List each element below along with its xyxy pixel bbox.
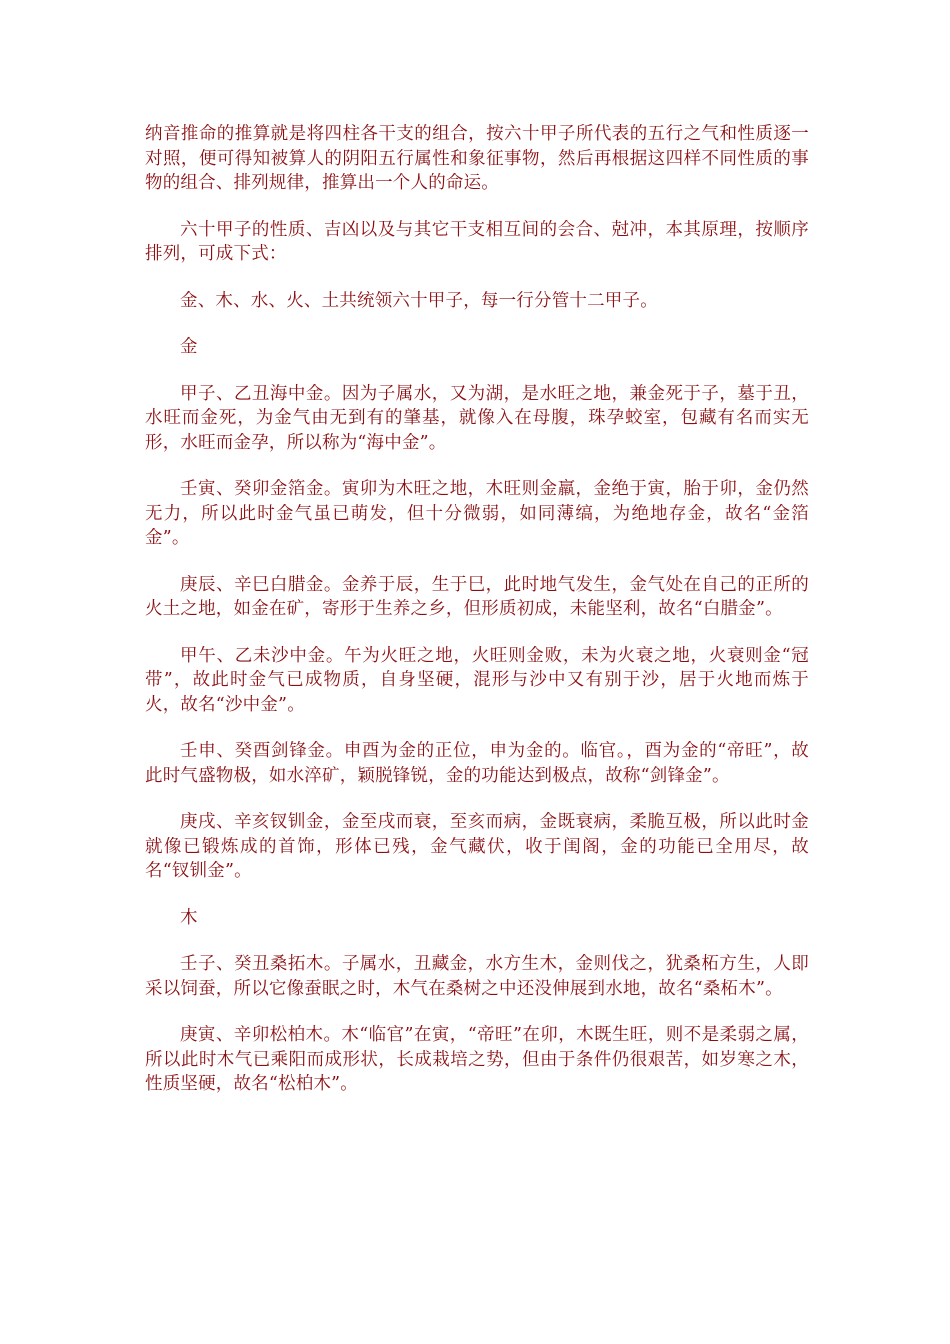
paragraph-bailajin: 庚辰、辛巳白腊金。金养于辰，生于巳，此时地气发生，金气处在自己的正所的火土之地，如金在矿，寄形于生养之乡，但形质初成，未能坚利，故名“白腊金”。: [145, 574, 809, 619]
paragraph-jinbojin: 壬寅、癸卯金箔金。寅卯为木旺之地，木旺则金羸，金绝于寅，胎于卯，金仍然无力，所以此时金气虽已萌发，但十分微弱，如同薄缟，为绝地存金，故名“金箔金”。: [145, 479, 809, 548]
document-page: [145, 122, 809, 1119]
paragraph-sangzhemu: 壬子、癸丑桑拓木。子属水，丑藏金，水方生木，金则伐之，犹桑柘方生，人即采以饲蚕，所以它像蚕眠之时，木气在桑树之中还没伸展到水地，故名“桑柘木”。: [145, 954, 809, 999]
paragraph-shazhongjin: 甲午、乙未沙中金。午为火旺之地，火旺则金败，未为火衰之地，火衰则金“冠带”，故此时金气已成物质，自身坚硬，混形与沙中又有别于沙，居于火地而炼于火，故名“沙中金”。: [145, 645, 809, 715]
paragraph-chaichuanjin: 庚戌、辛亥钗钏金，金至戌而衰，至亥而病，金既衰病，柔脆互极，所以此时金就像已锻炼成的首饰，形体已残，金气藏伏，收于闺阁，金的功能已全用尽，故名“钗钏金”。: [145, 812, 809, 881]
paragraph-haizhongjin: 甲子、乙丑海中金。因为子属水，又为湖，是水旺之地，兼金死于子，墓于丑，水旺而金死，为金气由无到有的肇基，就像入在母腹，珠孕蛟室，包藏有名而实无形，水旺而金孕，所以称为“海中金”。: [145, 383, 809, 453]
paragraph-intro: 纳音推命的推算就是将四柱各干支的组合，按六十甲子所代表的五行之气和性质逐一对照，便可得知被算人的阴阳五行属性和象征事物，然后再根据这四样不同性质的事物的组合、排列规律，推算出一个人的命运。: [145, 124, 809, 193]
paragraph-five-elements: 金、木、水、火、土共统领六十甲子，每一行分管十二甲子。: [180, 290, 658, 311]
section-heading-wood: 木: [180, 907, 198, 928]
paragraph-jianfengjin: 壬申、癸酉剑锋金。申酉为金的正位，申为金的。临官。，酉为金的“帝旺”，故此时气盛物极，如水淬矿，颖脱锋锐，金的功能达到极点，故称“剑锋金”。: [145, 741, 809, 786]
paragraph-sixty-jiazi: 六十甲子的性质、吉凶以及与其它干支相互间的会合、尅冲，本其原理，按顺序排列，可成下式：: [145, 219, 809, 264]
paragraph-songbaimu: 庚寅、辛卯松柏木。木“临官”在寅，“帝旺”在卯，木既生旺，则不是柔弱之属，所以此时木气已乘阳而成形状，长成栽培之势，但由于条件仍很艰苦，如岁寒之木，性质坚硬，故名“松柏木”。: [145, 1025, 809, 1094]
section-heading-metal: 金: [180, 337, 198, 357]
